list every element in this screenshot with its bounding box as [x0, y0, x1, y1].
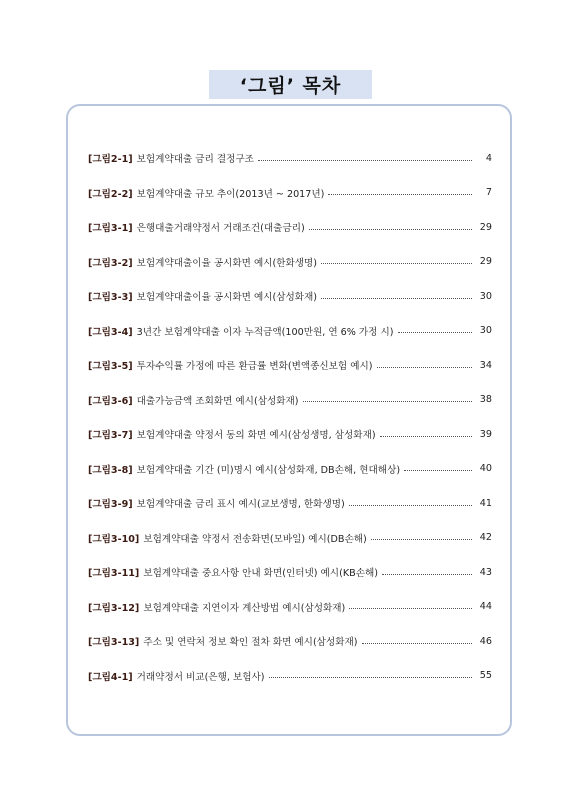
toc-entry[interactable] — [88, 486, 492, 521]
toc-entry-title: 보험계약대출 기간 (미)명시 예시(삼성화재, DB손해, 현대해상) — [136, 464, 401, 476]
toc-entry-page-number: 7 — [485, 187, 492, 199]
toc-entry-label: [그림3-2] — [88, 257, 133, 269]
toc-entry-page-number: 44 — [479, 601, 492, 613]
toc-dot-leader — [258, 160, 472, 161]
toc-entry[interactable] — [88, 279, 492, 314]
toc-entry[interactable] — [88, 590, 492, 625]
toc-entry-title: 보험계약대출 규모 추이(2013년 ~ 2017년) — [136, 188, 325, 200]
toc-entry-label: [그림3-8] — [88, 464, 133, 476]
toc-entry-label: [그림3-4] — [88, 326, 133, 338]
toc-entry-label: [그림3-5] — [88, 361, 133, 373]
toc-entry-page-number: 55 — [479, 670, 492, 682]
toc-entry-title: 투자수익률 가정에 따른 환급률 변화(변액종신보험 예시) — [136, 361, 373, 373]
toc-entry[interactable] — [88, 659, 492, 694]
toc-entry-label: [그림3-12] — [88, 602, 140, 614]
toc-entry-title: 보험계약대출 금리 결정구조 — [136, 154, 254, 166]
toc-entry-page-number: 30 — [479, 325, 492, 337]
toc-entry[interactable] — [88, 383, 492, 418]
toc-entry-label: [그림3-1] — [88, 223, 133, 235]
toc-entry-page-number: 38 — [479, 394, 492, 406]
toc-entry-title: 보험계약대출 약정서 동의 화면 예시(삼성생명, 삼성화재) — [136, 430, 376, 442]
toc-dot-leader — [371, 539, 472, 540]
toc-entry-page-number: 29 — [479, 256, 492, 268]
toc-entry[interactable] — [88, 417, 492, 452]
toc-entry-title: 보험계약대출 지연이자 계산방법 예시(삼성화재) — [143, 602, 346, 614]
toc-entry-title: 보험계약대출 약정서 전송화면(모바일) 예시(DB손해) — [143, 533, 367, 545]
toc-entry[interactable] — [88, 521, 492, 556]
toc-entry-label: [그림3-10] — [88, 533, 140, 545]
toc-dot-leader — [398, 332, 472, 333]
toc-entry-page-number: 41 — [479, 497, 492, 509]
toc-entry-label: [그림2-1] — [88, 154, 133, 166]
toc-entry-title: 거래약정서 비교(은행, 보험사) — [136, 671, 265, 683]
toc-entry-label: [그림3-3] — [88, 292, 133, 304]
toc-dot-leader — [321, 298, 472, 299]
toc-entry-label: [그림3-9] — [88, 499, 133, 511]
toc-entry-title: 대출가능금액 조회화면 예시(삼성화재) — [136, 395, 299, 407]
toc-entry-page-number: 34 — [479, 359, 492, 371]
toc-entry[interactable] — [88, 176, 492, 211]
toc-entry-title: 보험계약대출이율 공시화면 예시(삼성화재) — [136, 292, 318, 304]
toc-entry-label: [그림3-11] — [88, 568, 140, 580]
toc-entry-label: [그림3-7] — [88, 430, 133, 442]
toc-entry-title: 보험계약대출이율 공시화면 예시(한화생명) — [136, 257, 318, 269]
toc-entry[interactable] — [88, 314, 492, 349]
toc-entry-label: [그림2-2] — [88, 188, 133, 200]
toc-entry-page-number: 46 — [479, 635, 492, 647]
toc-entry-page-number: 29 — [479, 221, 492, 233]
toc-dot-leader — [269, 677, 473, 678]
page-title: ‘그림’ 목차 — [239, 75, 342, 97]
toc-entry-page-number: 43 — [479, 566, 492, 578]
toc-entry-title: 3년간 보험계약대출 이자 누적금액(100만원, 연 6% 가정 시) — [136, 326, 394, 338]
toc-entry-page-number: 4 — [485, 152, 492, 164]
toc-dot-leader — [382, 574, 472, 575]
toc-entry-label: [그림3-13] — [88, 637, 140, 649]
toc-entry-title: 주소 및 연락처 정보 확인 절차 화면 예시(삼성화재) — [143, 637, 358, 649]
toc-entry[interactable] — [88, 555, 492, 590]
toc-entry-label: [그림3-6] — [88, 395, 133, 407]
toc-entry-page-number: 40 — [479, 463, 492, 475]
toc-entry[interactable] — [88, 452, 492, 487]
toc-dot-leader — [321, 263, 472, 264]
toc-dot-leader — [349, 608, 472, 609]
toc-entry[interactable] — [88, 141, 492, 176]
toc-entry-title: 은행대출거래약정서 거래조건(대출금리) — [136, 223, 305, 235]
figure-toc-list — [88, 141, 492, 693]
toc-dot-leader — [328, 194, 472, 195]
toc-entry-page-number: 30 — [479, 290, 492, 302]
toc-entry[interactable] — [88, 624, 492, 659]
toc-dot-leader — [309, 229, 472, 230]
toc-entry-label: [그림4-1] — [88, 671, 133, 683]
toc-title-band — [209, 70, 372, 99]
toc-entry[interactable] — [88, 348, 492, 383]
toc-entry[interactable] — [88, 210, 492, 245]
toc-dot-leader — [380, 436, 472, 437]
toc-entry[interactable] — [88, 245, 492, 280]
toc-entry-page-number: 39 — [479, 428, 492, 440]
toc-entry-title: 보험계약대출 금리 표시 예시(교보생명, 한화생명) — [136, 499, 345, 511]
toc-dot-leader — [404, 470, 472, 471]
toc-dot-leader — [303, 401, 472, 402]
toc-dot-leader — [349, 505, 472, 506]
toc-entry-page-number: 42 — [479, 532, 492, 544]
toc-entry-title: 보험계약대출 중요사항 안내 화면(인터넷) 예시(KB손해) — [143, 568, 378, 580]
toc-dot-leader — [362, 643, 473, 644]
toc-dot-leader — [377, 367, 472, 368]
